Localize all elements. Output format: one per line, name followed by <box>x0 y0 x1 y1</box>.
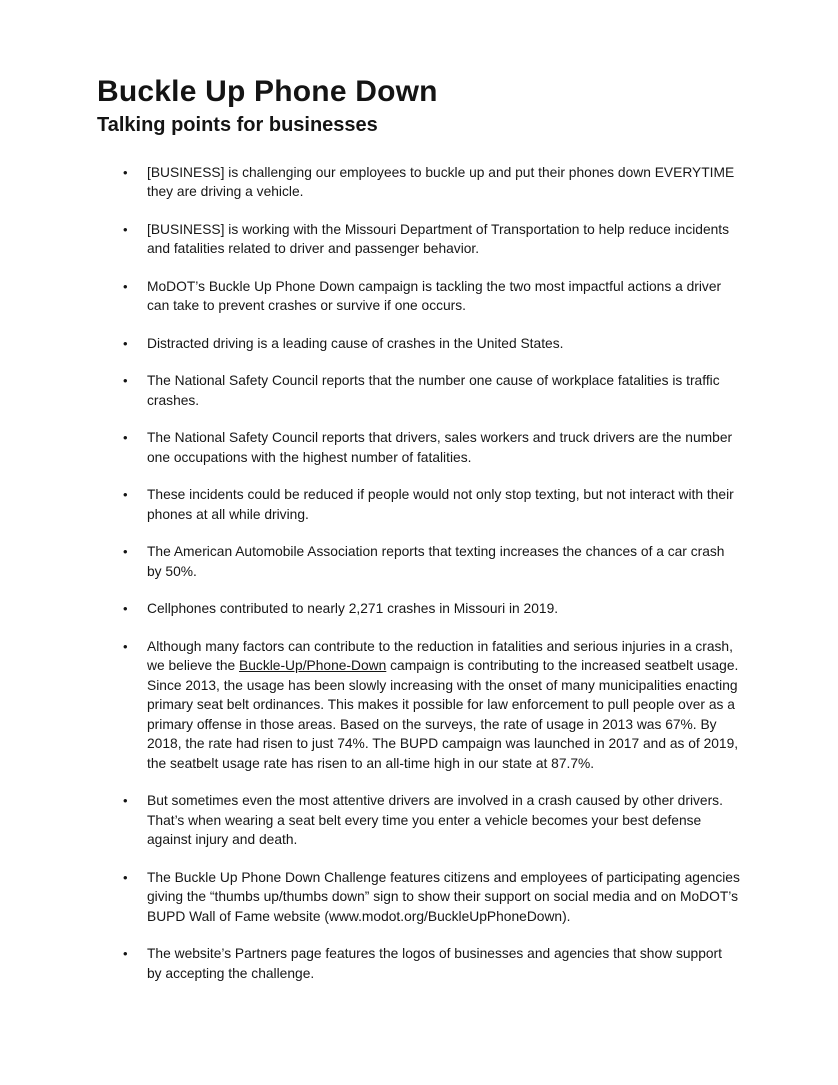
bullet-text <box>147 791 740 850</box>
bullet-text <box>147 599 740 619</box>
bullet-icon: • <box>123 869 128 885</box>
list-item <box>123 277 740 316</box>
list-item <box>123 868 740 927</box>
list-item <box>123 599 740 619</box>
bullet-text <box>147 542 740 581</box>
bullet-text <box>147 371 740 410</box>
bullet-icon: • <box>123 638 128 654</box>
bullet-icon: • <box>123 793 128 808</box>
bullet-icon: • <box>123 487 128 502</box>
bullet-text <box>147 485 740 524</box>
bullet-text-segment: Distracted driving is a leading cause of crashes in the United States. <box>147 335 564 351</box>
bullet-text-segment: [BUSINESS] is challenging our employees to buckle up and put their phones down EVERYTIME they are driving a vehicle. <box>147 164 735 199</box>
underlined-text: Buckle-Up/Phone-Down <box>239 658 387 673</box>
bullet-text-segment: Although many factors can contribute to the reduction in fatalities and serious injuries in a crash, we believe the <box>147 638 733 673</box>
bullet-icon: • <box>123 164 128 180</box>
list-item <box>123 791 740 850</box>
bullet-icon: • <box>123 335 128 351</box>
bullet-text-segment: The American Automobile Association reports that texting increases the chances of a car crash by 50%. <box>147 544 725 579</box>
bullet-text <box>147 334 740 354</box>
bullet-text-segment: Cellphones contributed to nearly 2,271 crashes in Missouri in 2019. <box>147 601 559 616</box>
bullet-text-segment: The Buckle Up Phone Down Challenge features citizens and employees of participating agencies giving the “thumbs up/thumbs down” sign to show their support on social media and on MoDOT’s BUPD Wall of Fame website (www.modot.org/BuckleUpPhoneDown). <box>147 869 740 924</box>
bullet-list <box>123 163 740 984</box>
bullet-text <box>147 277 740 316</box>
list-item <box>123 334 740 354</box>
page-subtitle: Talking points for businesses <box>97 113 378 136</box>
bullet-text-segment: The website’s Partners page features the logos of businesses and agencies that show support by accepting the challenge. <box>147 946 722 981</box>
bullet-text-segment: But sometimes even the most attentive drivers are involved in a crash caused by other drivers. That’s when wearing a seat belt every time you enter a vehicle becomes your best defense against injury and death. <box>147 793 723 847</box>
bullet-text <box>147 220 740 259</box>
bullet-text-segment: The National Safety Council reports that drivers, sales workers and truck drivers are the number one occupations with the highest number of fatalities. <box>147 430 733 465</box>
bullet-text <box>147 944 740 983</box>
bullet-icon: • <box>123 430 128 445</box>
bullet-text-segment: [BUSINESS] is working with the Missouri Department of Transportation to help reduce incidents and fatalities related to driver and passenger behavior. <box>147 221 730 256</box>
bullet-text <box>147 163 740 202</box>
page-title: Buckle Up Phone Down <box>97 75 438 108</box>
bullet-text-segment: MoDOT’s Buckle Up Phone Down campaign is tackling the two most impactful actions a driver can take to prevent crashes or survive if one occurs. <box>147 278 722 313</box>
bullet-icon: • <box>123 601 128 616</box>
bullet-icon: • <box>123 946 128 961</box>
list-item <box>123 428 740 467</box>
bullet-text-segment: The National Safety Council reports that the number one cause of workplace fatalities is traffic crashes. <box>147 373 720 408</box>
list-item <box>123 371 740 410</box>
list-item <box>123 485 740 524</box>
bullet-icon: • <box>123 373 128 388</box>
list-item <box>123 637 740 774</box>
bullet-icon: • <box>123 221 128 237</box>
list-item <box>123 220 740 259</box>
bullet-text <box>147 428 740 467</box>
bullet-text <box>147 637 740 774</box>
bullet-text <box>147 868 740 927</box>
bullet-icon: • <box>123 544 128 559</box>
bullet-text-segment: campaign is contributing to the increased seatbelt usage. Since 2013, the usage has been slowly increasing with the onset of many municipalities enacting primary seat belt ordinances. This makes it possible for law enforcement to pull people over as a primary offense in those areas. Based on the surveys, the rate of usage in 2013 was 67%. By 2018, the rate had risen to just 74%. The BUPD campaign was launched in 2017 and as of 2019, the seatbelt usage rate has risen to an all-time high in our state at 87.7%. <box>147 658 739 771</box>
bullet-icon: • <box>123 278 128 294</box>
list-item <box>123 163 740 202</box>
list-item <box>123 542 740 581</box>
list-item <box>123 944 740 983</box>
bullet-text-segment: These incidents could be reduced if people would not only stop texting, but not interact with their phones at all while driving. <box>147 487 734 522</box>
